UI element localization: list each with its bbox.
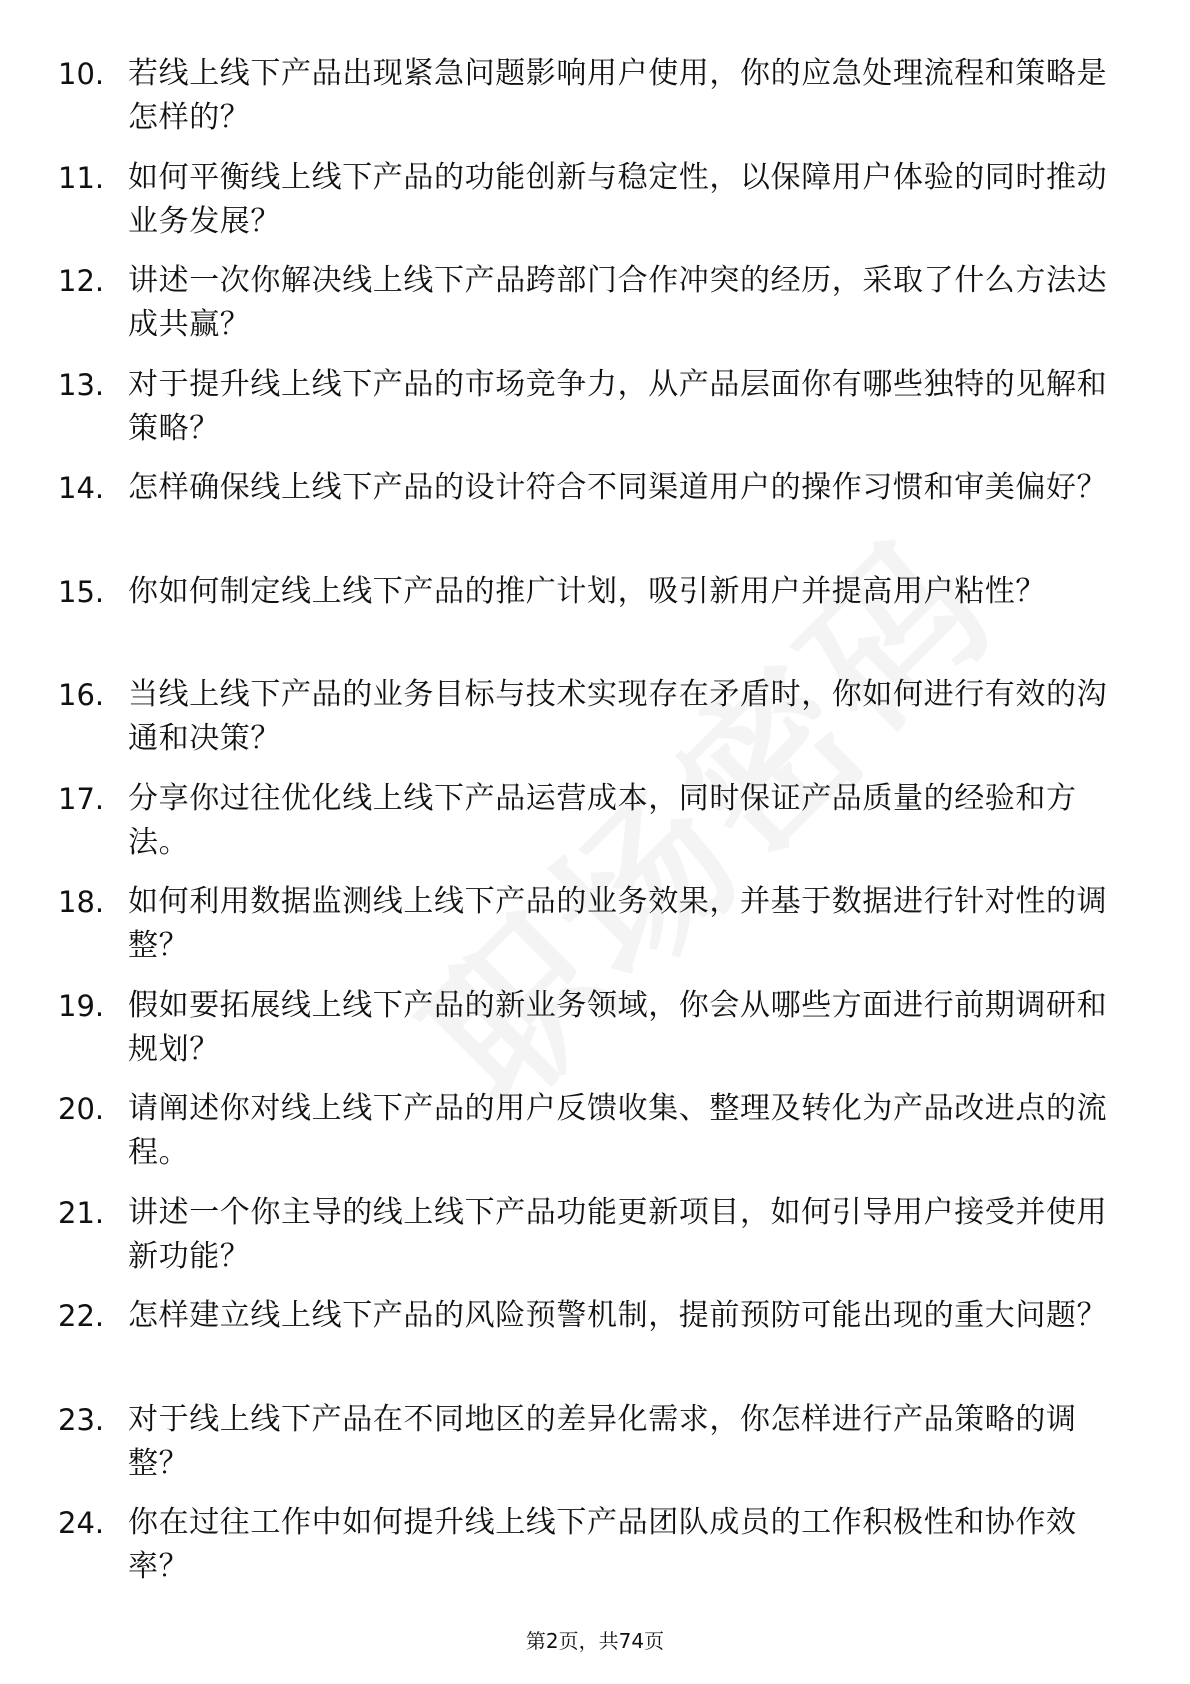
question-item — [0, 363, 1190, 467]
question-item — [0, 570, 1190, 674]
question-text: 怎样确保线上线下产品的设计符合不同渠道用户的操作习惯和审美偏好？ — [128, 470, 1108, 505]
question-number: 14. — [58, 471, 105, 505]
question-number: 18. — [58, 885, 105, 919]
question-number: 22. — [58, 1299, 105, 1333]
question-text: 分享你过往优化线上线下产品运营成本，同时保证产品质量的经验和方法。 — [128, 780, 1077, 860]
question-text: 若线上线下产品出现紧急问题影响用户使用，你的应急处理流程和策略是怎样的？ — [128, 56, 1108, 135]
question-item — [0, 1501, 1190, 1605]
question-item — [0, 1294, 1190, 1398]
question-number: 11. — [58, 160, 105, 195]
question-number: 15. — [58, 574, 105, 609]
question-item — [0, 1087, 1190, 1191]
question-text: 当线上线下产品的业务目标与技术实现存在矛盾时，你如何进行有效的沟通和决策？ — [128, 677, 1108, 756]
question-number: 12. — [58, 264, 105, 298]
question-item — [0, 1191, 1190, 1295]
question-text: 假如要拓展线上线下产品的新业务领域，你会从哪些方面进行前期调研和规划？ — [128, 987, 1108, 1067]
question-text: 如何平衡线上线下产品的功能创新与稳定性，以保障用户体验的同时推动业务发展？ — [128, 159, 1108, 239]
question-number: 13. — [58, 367, 105, 402]
question-number: 24. — [58, 1506, 105, 1540]
question-item — [0, 777, 1190, 881]
question-number: 20. — [58, 1092, 105, 1126]
question-item — [0, 466, 1190, 570]
question-number: 19. — [58, 988, 105, 1023]
question-text: 对于提升线上线下产品的市场竞争力，从产品层面你有哪些独特的见解和策略？ — [128, 366, 1108, 446]
question-text: 讲述一个你主导的线上线下产品功能更新项目，如何引导用户接受并使用新功能？ — [128, 1194, 1108, 1274]
question-item — [0, 880, 1190, 984]
question-text: 对于线上线下产品在不同地区的差异化需求，你怎样进行产品策略的调整？ — [128, 1401, 1077, 1481]
question-text: 你在过往工作中如何提升线上线下产品团队成员的工作积极性和协作效率？ — [128, 1505, 1077, 1584]
page-footer: 第2页，共74页 — [525, 1629, 665, 1653]
question-item — [0, 156, 1190, 260]
question-text: 如何利用数据监测线上线下产品的业务效果，并基于数据进行针对性的调整？ — [128, 884, 1108, 963]
question-item — [0, 673, 1190, 777]
question-text: 你如何制定线上线下产品的推广计划，吸引新用户并提高用户粘性？ — [128, 573, 1046, 609]
question-text: 讲述一次你解决线上线下产品跨部门合作冲突的经历，采取了什么方法达成共赢？ — [128, 263, 1108, 342]
question-text: 请阐述你对线上线下产品的用户反馈收集、整理及转化为产品改进点的流程。 — [128, 1091, 1108, 1170]
question-number: 23. — [58, 1402, 105, 1437]
question-number: 21. — [58, 1195, 105, 1230]
question-item — [0, 52, 1190, 156]
question-number: 10. — [58, 57, 105, 91]
question-item — [0, 984, 1190, 1088]
question-text: 怎样建立线上线下产品的风险预警机制，提前预防可能出现的重大问题？ — [128, 1298, 1108, 1333]
question-item — [0, 259, 1190, 363]
question-list — [0, 52, 1190, 1605]
question-number: 16. — [58, 678, 105, 712]
question-number: 17. — [58, 781, 105, 816]
question-item — [0, 1398, 1190, 1502]
